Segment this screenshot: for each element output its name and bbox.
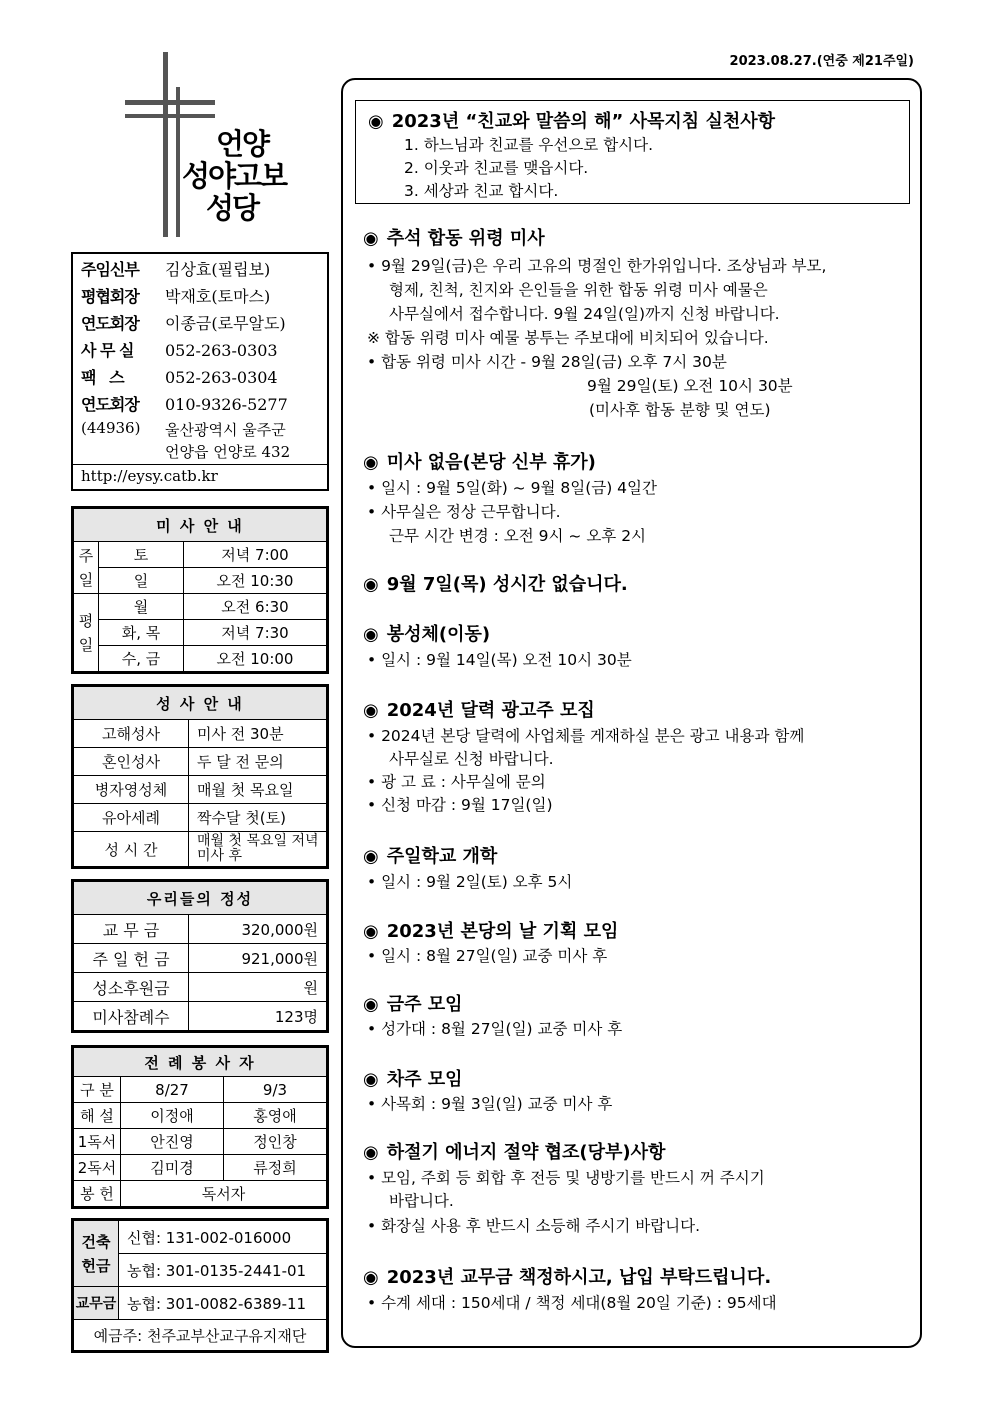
section-line: • 성가대 : 8월 27일(일) 교중 미사 후	[367, 1020, 623, 1038]
section-line: 9월 29일(토) 오전 10시 30분	[587, 377, 793, 395]
logo-line-1: 언양	[216, 127, 269, 161]
sacrament-value: 미사 전 30분	[189, 720, 327, 748]
section-bullet-icon: ◉	[363, 452, 379, 473]
offering-name: 성소후원금	[74, 973, 189, 1002]
servers-head: 구 분	[74, 1077, 121, 1103]
info-row: 연도회장 010-9326-5277	[81, 395, 288, 414]
section-line: 형제, 친척, 친지와 은인들을 위한 합동 위령 미사 예물은	[389, 281, 768, 299]
server-name: 김미경	[121, 1155, 224, 1181]
offering-name: 교 무 금	[74, 915, 189, 944]
bulletin-date: 2023.08.27.(연중 제21주일)	[729, 54, 914, 69]
sacrament-name: 성 시 간	[74, 832, 189, 867]
sunday-label: 주일	[74, 542, 99, 594]
server-name: 홍영애	[224, 1103, 327, 1129]
sacrament-name: 고해성사	[74, 720, 189, 748]
server-name: 안진영	[121, 1129, 224, 1155]
weekday-label: 평일	[74, 594, 99, 672]
pastoral-guideline-box	[355, 100, 910, 204]
server-role: 봉 헌	[74, 1181, 121, 1207]
section-line: • 2024년 본당 달력에 사업체를 게재하실 분은 광고 내용과 함께	[367, 727, 805, 745]
section-line: • 사무실은 정상 근무합니다.	[367, 503, 561, 521]
section-line: • 신청 마감 : 9월 17일(일)	[367, 796, 553, 814]
section-title: 2024년 달력 광고주 모집	[386, 700, 595, 721]
mass-schedule-table	[71, 506, 329, 674]
accounts-table	[71, 1218, 329, 1353]
section-title: 주일학교 개학	[386, 846, 498, 867]
section-title: 봉성체(이동)	[386, 624, 491, 645]
section-bullet-icon: ◉	[363, 1267, 379, 1288]
servers-date: 9/3	[224, 1077, 327, 1103]
server-name: 정인창	[224, 1129, 327, 1155]
section-title: 차주 모임	[386, 1069, 463, 1090]
servers-date: 8/27	[121, 1077, 224, 1103]
mass-time: 오전 10:30	[184, 568, 327, 594]
section-title: 2023년 “친교와 말씀의 해” 사목지침 실천사항	[391, 111, 776, 132]
sacrament-name: 혼인성사	[74, 748, 189, 776]
account-number: 농협: 301-0135-2441-01	[119, 1254, 327, 1287]
section-title: 금주 모임	[386, 994, 463, 1015]
server-name: 이정애	[121, 1103, 224, 1129]
account-number: 농협: 301-0082-6389-11	[119, 1287, 327, 1320]
guideline-item: 1. 하느님과 친교를 우선으로 합시다.	[404, 136, 654, 154]
mass-day: 토	[99, 542, 184, 568]
section-bullet-icon: ◉	[363, 624, 379, 645]
section-title: 9월 7일(목) 성시간 없습니다.	[386, 574, 628, 595]
section-line: 바랍니다.	[389, 1192, 454, 1210]
section-bullet-icon: ◉	[363, 994, 379, 1015]
section-bullet-icon: ◉	[363, 1142, 379, 1163]
sacrament-title: 성 사 안 내	[74, 687, 327, 720]
section-bullet-icon: ◉	[368, 111, 384, 132]
mass-day: 화, 목	[99, 620, 184, 646]
section-bullet-icon: ◉	[363, 846, 379, 867]
info-row: 연도회장 이종금(로무알도)	[81, 314, 286, 333]
account-holder: 예금주: 천주교부산교구유지재단	[74, 1320, 327, 1351]
mass-time: 오전 10:00	[184, 646, 327, 672]
offering-value: 원	[189, 973, 327, 1002]
section-bullet-icon: ◉	[363, 700, 379, 721]
section-line: • 9월 29일(금)은 우리 고유의 명절인 한가위입니다. 조상님과 부모,	[367, 257, 827, 275]
server-name: 류정희	[224, 1155, 327, 1181]
address-line-2: 언양읍 언양로 432	[165, 443, 291, 461]
sacrament-value: 매월 첫 목요일	[189, 776, 327, 804]
mass-time: 저녁 7:30	[184, 620, 327, 646]
section-line: • 수계 세대 : 150세대 / 책정 세대(8월 20일 기준) : 95세대	[367, 1294, 777, 1312]
section-line: • 모임, 주회 등 회합 후 전등 및 냉방기를 반드시 꺼 주시기	[367, 1169, 765, 1187]
church-logo	[120, 52, 320, 242]
section-title: 하절기 에너지 절약 협조(당부)사항	[386, 1142, 666, 1163]
section-line: 사무실에서 접수합니다. 9월 24일(일)까지 신청 바랍니다.	[389, 305, 780, 323]
section-line: • 사목회 : 9월 3일(일) 교중 미사 후	[367, 1095, 613, 1113]
duty-label: 교무금	[74, 1287, 119, 1320]
guideline-item: 2. 이웃과 친교를 맺읍시다.	[404, 159, 589, 177]
mass-day: 월	[99, 594, 184, 620]
servers-title: 전 례 봉 사 자	[74, 1048, 327, 1077]
section-line: • 합동 위령 미사 시간 - 9월 28일(금) 오후 7시 30분	[367, 353, 727, 371]
section-title: 2023년 교무금 책정하시고, 납입 부탁드립니다.	[386, 1267, 772, 1288]
liturgy-servers-table	[71, 1045, 329, 1209]
section-bullet-icon: ◉	[363, 228, 379, 249]
section-title: 2023년 본당의 날 기획 모임	[386, 921, 619, 942]
section-line: • 일시 : 8월 27일(일) 교중 미사 후	[367, 947, 608, 965]
info-row: 팩 스 052-263-0304	[81, 368, 278, 387]
logo-line-3: 성당	[206, 191, 259, 225]
section-title: 추석 합동 위령 미사	[386, 228, 545, 249]
mass-title: 미 사 안 내	[74, 509, 327, 542]
mass-day: 일	[99, 568, 184, 594]
section-title: 미사 없음(본당 신부 휴가)	[386, 452, 596, 473]
sacrament-table	[71, 684, 329, 869]
mass-time: 오전 6:30	[184, 594, 327, 620]
offering-value: 921,000원	[189, 944, 327, 973]
section-bullet-icon: ◉	[363, 921, 379, 942]
server-role: 1독서	[74, 1129, 121, 1155]
offering-value: 123명	[189, 1002, 327, 1031]
offering-name: 미사참례수	[74, 1002, 189, 1031]
section-line: 사무실로 신청 바랍니다.	[389, 750, 554, 768]
mass-day: 수, 금	[99, 646, 184, 672]
section-line: 근무 시간 변경 : 오전 9시 ~ 오후 2시	[389, 527, 647, 545]
offering-name: 주 일 헌 금	[74, 944, 189, 973]
account-number: 신협: 131-002-016000	[119, 1221, 327, 1254]
info-row: 평협회장 박재호(토마스)	[81, 287, 271, 306]
section-line: • 화장실 사용 후 반드시 소등해 주시기 바랍니다.	[367, 1217, 701, 1235]
postcode: (44936)	[81, 419, 141, 437]
website-link[interactable]: http://eysy.catb.kr	[81, 467, 218, 485]
announcements-panel	[341, 78, 922, 1348]
logo-line-2: 성야고보	[182, 159, 287, 193]
offering-title: 우리들의 정성	[74, 882, 327, 915]
sacrament-value: 매월 첫 목요일 저녁미사 후	[189, 832, 327, 867]
server-role: 2독서	[74, 1155, 121, 1181]
address-line-1: 울산광역시 울주군	[165, 421, 286, 439]
server-role: 해 설	[74, 1103, 121, 1129]
section-line: • 일시 : 9월 14일(목) 오전 10시 30분	[367, 651, 632, 669]
sacrament-value: 두 달 전 문의	[189, 748, 327, 776]
section-bullet-icon: ◉	[363, 1069, 379, 1090]
sacrament-name: 유아세례	[74, 804, 189, 832]
section-bullet-icon: ◉	[363, 574, 379, 595]
section-line: • 일시 : 9월 5일(화) ~ 9월 8일(금) 4일간	[367, 479, 657, 497]
sacrament-value: 짝수달 첫(토)	[189, 804, 327, 832]
offering-value: 320,000원	[189, 915, 327, 944]
section-line: • 광 고 료 : 사무실에 문의	[367, 773, 546, 791]
guideline-item: 3. 세상과 친교 합시다.	[404, 182, 559, 200]
section-line: ※ 합동 위령 미사 예물 봉투는 주보대에 비치되어 있습니다.	[367, 329, 769, 347]
info-row: 주임신부 김상효(필립보)	[81, 260, 271, 279]
info-row: 사 무 실 052-263-0303	[81, 341, 278, 360]
offering-table	[71, 879, 329, 1033]
mass-time: 저녁 7:00	[184, 542, 327, 568]
section-line: (미사후 합동 분향 및 연도)	[589, 401, 771, 419]
sacrament-name: 병자영성체	[74, 776, 189, 804]
building-label: 건축헌금	[74, 1221, 119, 1287]
server-name: 독서자	[121, 1181, 327, 1207]
section-line: • 일시 : 9월 2일(토) 오후 5시	[367, 873, 573, 891]
contact-info-box	[71, 252, 329, 491]
